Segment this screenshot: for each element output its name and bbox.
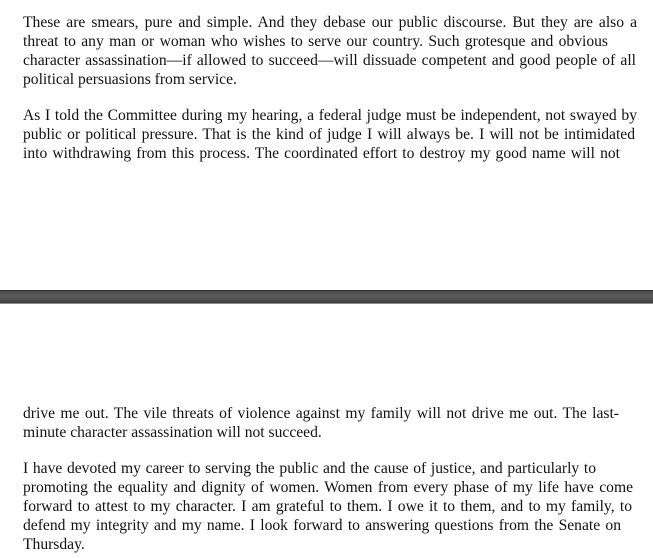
paragraph-smears <box>23 13 637 89</box>
text-line: into withdrawing from this process. The coordinated effort to destroy my good name will not <box>23 145 620 162</box>
text-line: political persuasions from service. <box>23 71 237 88</box>
text-line: drive me out. The vile threats of violence against my family will not drive me out. The last- <box>23 405 619 422</box>
text-line: threat to any man or woman who wishes to serve our country. Such grotesque and obvious <box>23 33 608 50</box>
text-line: defend my integrity and my name. I look forward to answering questions from the Senate on <box>23 517 621 534</box>
text-line: As I told the Committee during my hearing, a federal judge must be independent, not swayed by <box>23 107 637 124</box>
text-line: These are smears, pure and simple. And they debase our public discourse. But they are also a <box>23 14 637 31</box>
text-line: Thursday. <box>23 536 85 553</box>
text-line: public or political pressure. That is the kind of judge I will always be. I will not be intimidated <box>23 126 635 143</box>
text-line: minute character assassination will not succeed. <box>23 424 322 441</box>
text-line: character assassination—if allowed to succeed—will dissuade competent and good people of all <box>23 52 636 69</box>
text-line: forward to attest to my character. I am grateful to them. I owe it to them, and to my family, to <box>23 498 632 515</box>
document-page-bottom <box>0 304 653 558</box>
text-line: I have devoted my career to serving the public and the cause of justice, and particularly to <box>23 460 596 477</box>
paragraph-committee <box>23 106 637 163</box>
paragraph-drive-me-out <box>23 404 619 442</box>
page-break-divider <box>0 290 653 304</box>
text-line: promoting the equality and dignity of women. Women from every phase of my life have come <box>23 479 633 496</box>
paragraph-career <box>23 459 633 554</box>
